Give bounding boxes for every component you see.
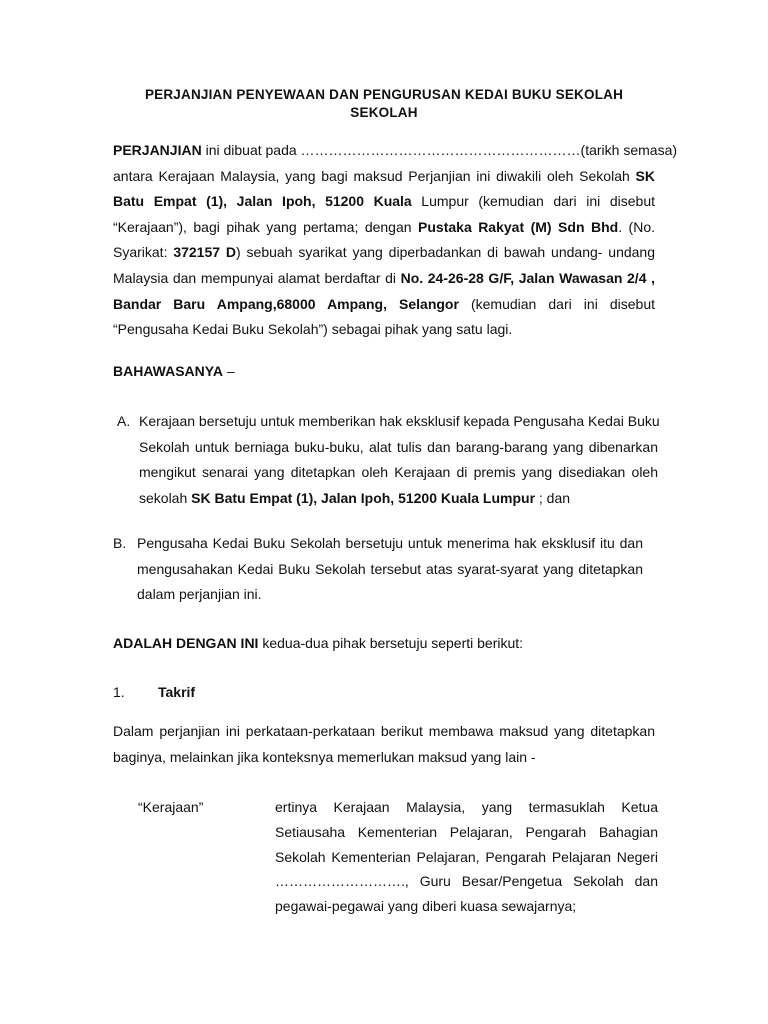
recital-b-line-3: dalam perjanjian ini.	[137, 586, 262, 603]
intro-text: “Pengusaha Kedai Buku Sekolah”) sebagai pihak yang satu lagi.	[113, 321, 513, 338]
intro-text: Lumpur (kemudian dari ini disebut	[411, 193, 655, 210]
intro-line-8	[113, 317, 655, 343]
recital-b	[113, 531, 658, 611]
intro-parties-text: antara Kerajaan Malaysia, yang bagi maksud Perjanjian ini diwakili oleh Sekolah	[113, 167, 636, 184]
whereas-heading	[113, 361, 235, 381]
intro-text: Malaysia dan mempunyai alamat berdaftar di	[113, 269, 401, 286]
whereas-label: BAHAWASANYA	[113, 363, 223, 379]
company-address: No. 24-26-28 G/F, Jalan Wawasan 2/4 ,	[400, 269, 655, 286]
definitions-intro-line-2: baginya, melainkan jika konteksnya memerlukan maksud yang lain -	[113, 748, 536, 765]
company-name: Pustaka Rakyat (M) Sdn Bhd	[418, 218, 619, 235]
definition-body-kerajaan	[275, 795, 658, 919]
intro-text: (kemudian dari ini disebut	[458, 295, 655, 312]
recital-text: sekolah	[139, 489, 192, 506]
school-address: Batu Empat (1), Jalan Ipoh, 51200 Kuala	[113, 193, 412, 210]
recital-a-line-3: mengikut senarai yang ditetapkan oleh Kerajaan di premis yang disediakan oleh	[139, 464, 658, 481]
intro-line-1	[113, 138, 678, 164]
intro-line-5	[113, 240, 655, 266]
now-therefore-clause	[113, 633, 523, 653]
school-full-address: SK Batu Empat (1), Jalan Ipoh, 51200 Kuala Lumpur	[191, 489, 536, 506]
definition-term-kerajaan: “Kerajaan”	[138, 799, 204, 815]
recital-b-body	[137, 531, 643, 608]
recital-a-line-2: Sekolah untuk berniaga buku-buku, alat tulis dan barang-barang yang dibenarkan	[139, 438, 658, 455]
document-title	[113, 86, 655, 122]
recital-b-line-1: Pengusaha Kedai Buku Sekolah bersetuju untuk menerima hak eksklusif itu dan	[137, 535, 643, 551]
intro-text: . (No.	[618, 218, 655, 235]
recital-a-line-1: Kerajaan bersetuju untuk memberikan hak eksklusif kepada Pengusaha Kedai Buku	[139, 413, 660, 429]
definition-line-4: ………………………., Guru Besar/Pengetua Sekolah dan	[275, 873, 658, 890]
definitions-intro-line-1: Dalam perjanjian ini perkataan-perkataan berikut membawa maksud yang ditetapkan	[113, 723, 655, 739]
whereas-dash: –	[222, 363, 235, 379]
definition-line-3: Sekolah Kementerian Pelajaran, Pengarah Pelajaran Negeri	[275, 848, 658, 865]
agreement-word: PERJANJIAN	[113, 142, 202, 158]
recital-a-marker: A.	[117, 413, 131, 429]
intro-line-4	[113, 215, 655, 241]
school-name-part: SK	[635, 167, 655, 184]
definitions-intro	[113, 719, 655, 770]
intro-line-7	[113, 292, 655, 318]
definition-line-1: ertinya Kerajaan Malaysia, yang termasuklah Ketua	[275, 799, 658, 815]
section-1-number: 1.	[113, 684, 125, 700]
now-therefore-text: kedua-dua pihak bersetuju seperti berikut:	[258, 635, 524, 651]
intro-paragraph	[113, 138, 678, 343]
definition-line-2: Setiausaha Kementerian Pelajaran, Pengarah Bahagian	[275, 823, 658, 840]
recital-a	[113, 409, 658, 513]
intro-text: “Kerajaan”), bagi pihak yang pertama; dengan	[113, 218, 419, 235]
intro-text: Syarikat:	[113, 244, 174, 261]
title-line-2: SEKOLAH	[350, 105, 418, 120]
intro-line-6	[113, 266, 655, 292]
section-1-title: Takrif	[158, 684, 196, 700]
now-therefore-label: ADALAH DENGAN INI	[113, 635, 259, 651]
recital-b-marker: B.	[113, 535, 127, 551]
company-registration-number: 372157 D	[173, 244, 237, 261]
recital-b-line-2: mengusahakan Kedai Buku Sekolah tersebut atas syarat-syarat yang ditetapkan	[137, 560, 643, 577]
recital-a-body	[139, 409, 658, 511]
recital-a-line-4	[139, 486, 658, 512]
company-address-cont: Bandar Baru Ampang,68000 Ampang, Selangor	[113, 295, 459, 312]
intro-line-2	[113, 164, 655, 190]
intro-date-text: ini dibuat pada ……………………………………………………(tarikh semasa)	[201, 142, 678, 158]
title-line-1: PERJANJIAN PENYEWAAN DAN PENGURUSAN KEDAI BUKU SEKOLAH	[144, 87, 624, 102]
recital-text: ; dan	[535, 489, 571, 506]
definition-line-5: pegawai-pegawai yang diberi kuasa sewajarnya;	[275, 898, 577, 915]
intro-text: ) sebuah syarikat yang diperbadankan di bawah undang- undang	[236, 244, 656, 261]
intro-line-3	[113, 189, 655, 215]
